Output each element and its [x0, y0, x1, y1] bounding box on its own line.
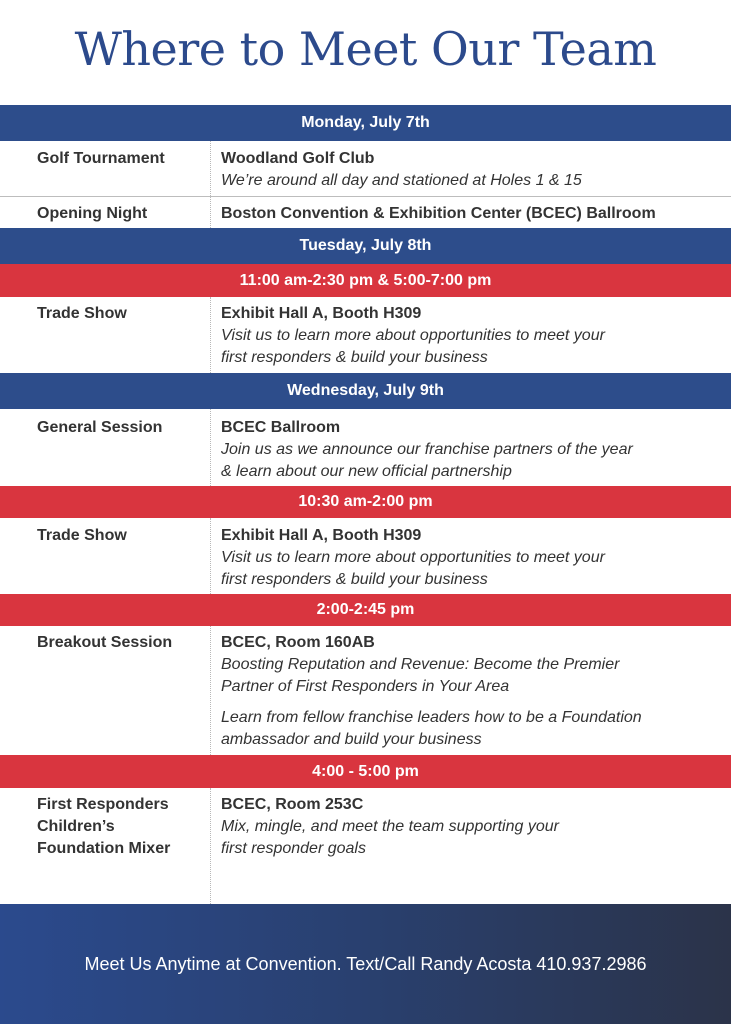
event-label: General Session	[37, 419, 163, 436]
event-description: Boosting Reputation and Revenue: Become the Premier	[221, 656, 620, 673]
event-description: Visit us to learn more about opportunities to meet your	[221, 549, 605, 566]
event-label-line: Foundation Mixer	[37, 840, 171, 857]
column-divider	[210, 518, 211, 594]
event-description: ambassador and build your business	[221, 731, 482, 748]
event-location: BCEC, Room 253C	[221, 796, 364, 813]
column-divider	[210, 788, 211, 904]
event-row-mixer	[0, 788, 731, 904]
event-description: Partner of First Responders in Your Area	[221, 678, 510, 695]
column-divider	[210, 141, 211, 196]
page-title: Where to Meet Our Team	[74, 22, 657, 76]
event-location: Woodland Golf Club	[221, 150, 375, 167]
event-location: Exhibit Hall A, Booth H309	[221, 305, 422, 322]
event-row-breakout-session	[0, 626, 731, 755]
event-description: Learn from fellow franchise leaders how to be a Foundation	[221, 709, 642, 726]
event-row-opening	[0, 197, 731, 228]
time-header-label: 4:00 - 5:00 pm	[312, 762, 419, 780]
event-row-general-session	[0, 409, 731, 486]
event-description: Visit us to learn more about opportunities to meet your	[221, 327, 605, 344]
time-header-label: 11:00 am-2:30 pm & 5:00-7:00 pm	[239, 271, 492, 289]
event-row-golf	[0, 141, 731, 196]
event-location: BCEC Ballroom	[221, 419, 341, 436]
time-header	[0, 264, 731, 297]
day-header-label: Wednesday, July 9th	[287, 382, 444, 399]
column-divider	[210, 297, 211, 373]
day-header-wednesday	[0, 373, 731, 409]
event-row-trade-show	[0, 518, 731, 594]
column-divider	[210, 197, 211, 228]
column-divider	[210, 409, 211, 486]
event-description: We’re around all day and stationed at Holes 1 & 15	[221, 172, 582, 189]
event-label-line: Children’s	[37, 818, 115, 835]
time-header	[0, 594, 731, 626]
event-location: Boston Convention & Exhibition Center (BCEC) Ballroom	[221, 205, 656, 222]
event-label: Trade Show	[37, 527, 127, 544]
event-row-trade-show	[0, 297, 731, 373]
event-label	[37, 794, 170, 860]
event-description: Mix, mingle, and meet the team supporting your	[221, 818, 559, 835]
column-divider	[210, 626, 211, 755]
day-header-label: Tuesday, July 8th	[299, 237, 432, 254]
event-description: first responders & build your business	[221, 571, 488, 588]
contact-footer	[0, 904, 731, 1024]
event-label: Breakout Session	[37, 634, 173, 651]
event-description: Join us as we announce our franchise partners of the year	[221, 441, 633, 458]
event-label: Golf Tournament	[37, 150, 165, 167]
time-header	[0, 755, 731, 788]
event-label: Trade Show	[37, 305, 127, 322]
day-header-tuesday	[0, 228, 731, 264]
time-header-label: 10:30 am-2:00 pm	[298, 493, 433, 510]
event-description: first responder goals	[221, 840, 366, 857]
time-header	[0, 486, 731, 518]
footer-contact-text: Meet Us Anytime at Convention. Text/Call Randy Acosta 410.937.2986	[84, 953, 647, 974]
event-description: first responders & build your business	[221, 349, 488, 366]
event-description: & learn about our new official partnership	[221, 463, 512, 480]
event-location: BCEC, Room 160AB	[221, 634, 375, 651]
event-label-line: First Responders	[37, 796, 169, 813]
event-location: Exhibit Hall A, Booth H309	[221, 527, 422, 544]
day-header-label: Monday, July 7th	[301, 114, 430, 131]
event-label: Opening Night	[37, 205, 148, 222]
day-header-monday	[0, 105, 731, 141]
time-header-label: 2:00-2:45 pm	[316, 601, 415, 618]
